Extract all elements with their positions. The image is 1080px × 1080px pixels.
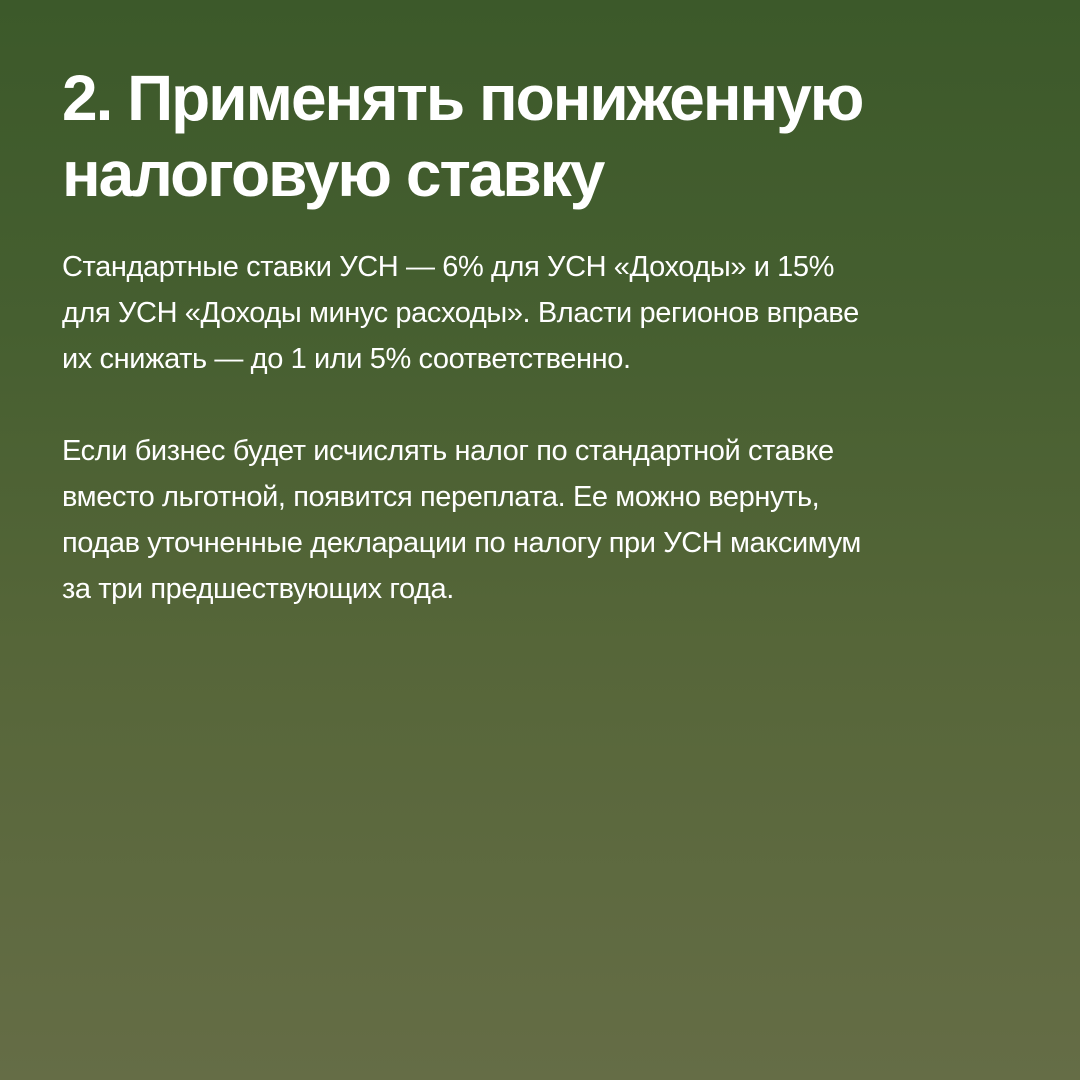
paragraph-standard-rates [62,244,1022,382]
title-line: 2. Применять пониженную [62,62,863,134]
slide-title [62,60,1022,212]
paragraph-line: за три предшествующих года. [62,573,454,605]
title-line: налоговую ставку [62,138,604,210]
paragraph-line: для УСН «Доходы минус расходы». Власти регионов вправе [62,297,859,329]
paragraph-line: вместо льготной, появится переплата. Ее можно вернуть, [62,481,820,513]
paragraph-line: Стандартные ставки УСН — 6% для УСН «Доходы» и 15% [62,251,835,283]
paragraph-line: Если бизнес будет исчислять налог по стандартной ставке [62,435,834,467]
paragraph-line: их снижать — до 1 или 5% соответственно. [62,343,631,375]
paragraph-overpayment [62,428,1022,612]
paragraph-line: подав уточненные декларации по налогу при УСН максимум [62,527,861,559]
